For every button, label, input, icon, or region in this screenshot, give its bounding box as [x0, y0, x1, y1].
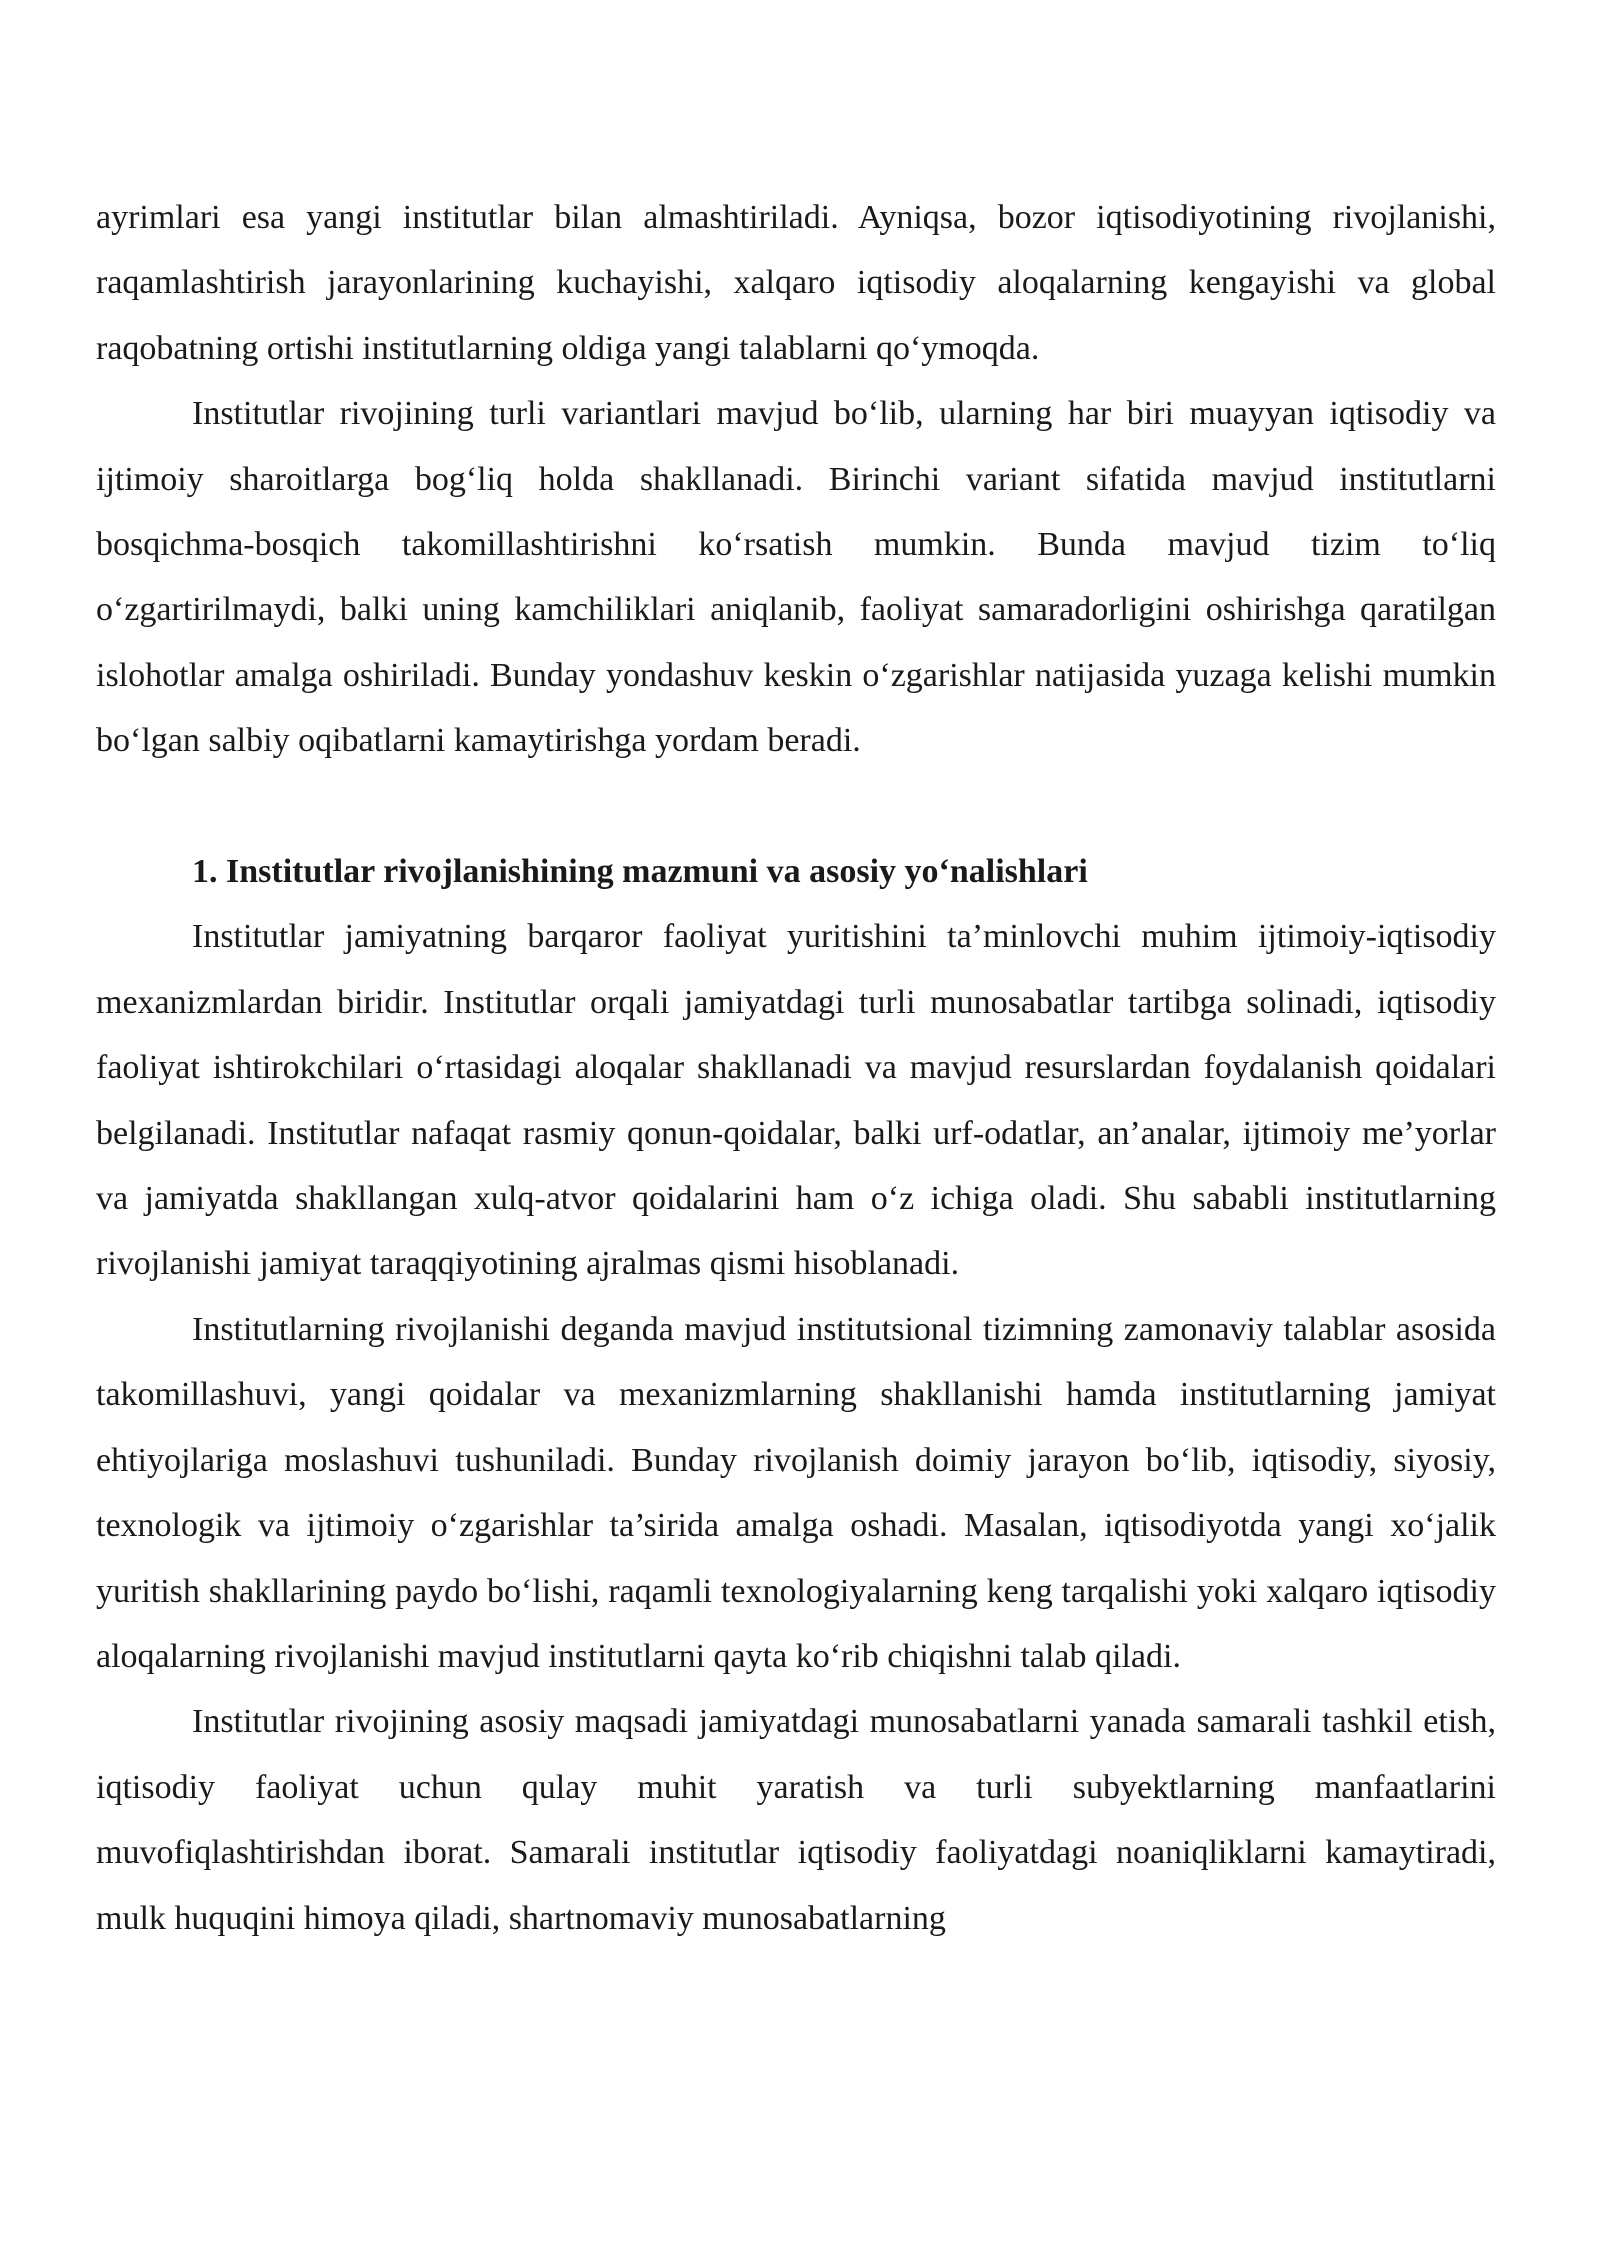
paragraph-institutions-role: Institutlar jamiyatning barqaror faoliyat yuritishini ta’minlovchi muhim ijtimoiy-iqtisodiy mexanizmlardan biridir. Institutlar orqali jamiyatdagi turli munosabatlar tartibga solinadi, iqtisodiy faoliyat ishtirokchilari o‘rtasidagi aloqalar shakllanadi va mavjud resurslardan foydalanish qoidalari belgilanadi. Institutlar nafaqat rasmiy qonun-qoidalar, balki urf-odatlar, an’analar, ijtimoiy me’yorlar va jamiyatda shakllangan xulq-atvor qoidalarini ham o‘z ichiga oladi. Shu sababli institutlarning rivojlanishi jamiyat taraqqiyotining ajralmas qismi hisoblanadi.	[96, 918, 1496, 1283]
section-heading: 1. Institutlar rivojlanishining mazmuni va asosiy yo‘nalishlari	[192, 853, 1088, 891]
paragraph-institutions-goal: Institutlar rivojining asosiy maqsadi jamiyatdagi munosabatlarni yanada samarali tashkil etish, iqtisodiy faoliyat uchun qulay muhit yaratish va turli subyektlarning manfaatlarini muvofiqlashtirishdan iborat. Samarali institutlar iqtisodiy faoliyatdagi noaniqliklarni kamaytiradi, mulk huquqini himoya qiladi, shartnomaviy munosabatlarning	[96, 1703, 1496, 1937]
paragraph-institutions-development: Institutlarning rivojlanishi deganda mavjud institutsional tizimning zamonaviy talablar asosida takomillashuvi, yangi qoidalar va mexanizmlarning shakllanishi hamda institutlarning jamiyat ehtiyojlariga moslashuvi tushuniladi. Bunday rivojlanish doimiy jarayon bo‘lib, iqtisodiy, siyosiy, texnologik va ijtimoiy o‘zgarishlar ta’sirida amalga oshadi. Masalan, iqtisodiyotda yangi xo‘jalik yuritish shakllarining paydo bo‘lishi, raqamli texnologiyalarning keng tarqalishi yoki xalqaro iqtisodiy aloqalarning rivojlanishi mavjud institutlarni qayta ko‘rib chiqishni talab qiladi.	[96, 1310, 1496, 1675]
paragraph-institution-variants: Institutlar rivojining turli variantlari mavjud bo‘lib, ularning har biri muayyan iqtisodiy va ijtimoiy sharoitlarga bog‘liq holda shakllanadi. Birinchi variant sifatida mavjud institutlarni bosqichma-bosqich takomillashtirishni ko‘rsatish mumkin. Bunda mavjud tizim to‘liq o‘zgartirilmaydi, balki uning kamchiliklari aniqlanib, faoliyat samaradorligini oshirishga qaratilgan islohotlar amalga oshiriladi. Bunday yondashuv keskin o‘zgarishlar natijasida yuzaga kelishi mumkin bo‘lgan salbiy oqibatlarni kamaytirishga yordam beradi.	[96, 395, 1496, 760]
document-page	[96, 185, 1496, 1951]
paragraph-continuation: ayrimlari esa yangi institutlar bilan almashtiriladi. Ayniqsa, bozor iqtisodiyotining rivojlanishi, raqamlashtirish jarayonlarining kuchayishi, xalqaro iqtisodiy aloqalarning kengayishi va global raqobatning ortishi institutlarning oldiga yangi talablarni qo‘ymoqda.	[96, 199, 1496, 367]
section-spacer	[96, 774, 1496, 839]
